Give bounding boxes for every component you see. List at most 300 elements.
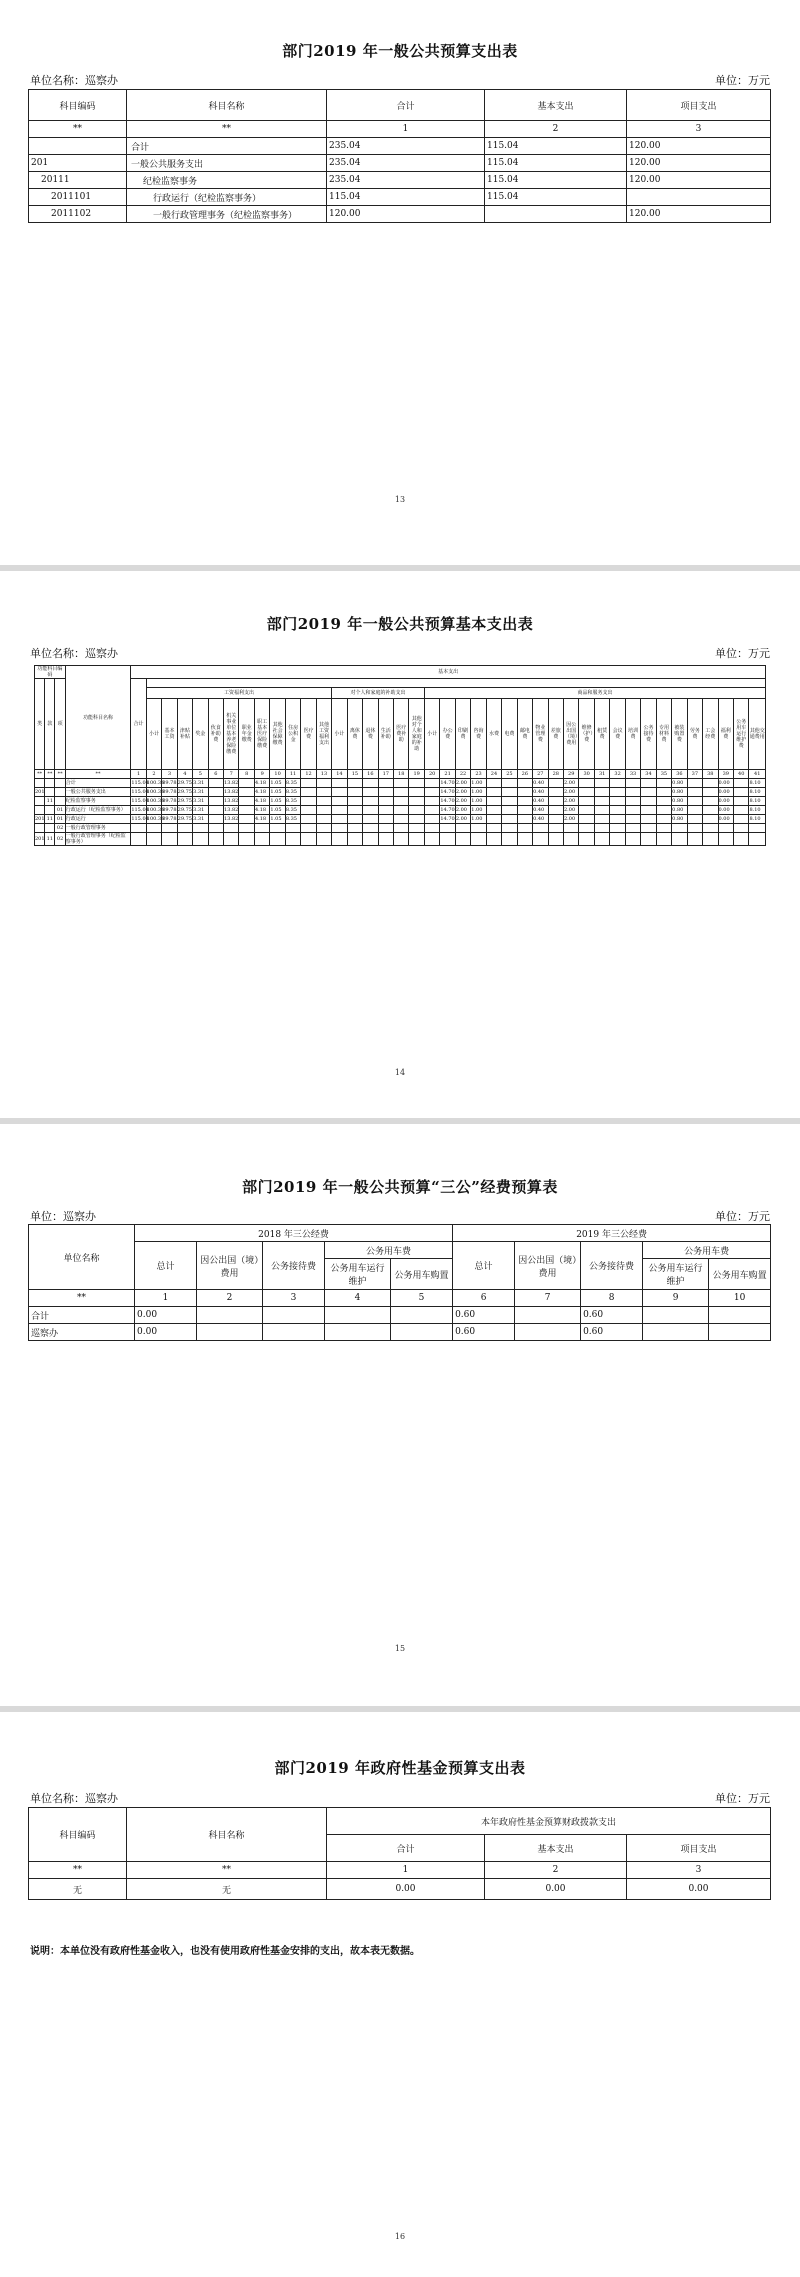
value-cell: [363, 806, 378, 815]
value-cell: [718, 833, 733, 846]
family-column-header: 退休费: [363, 699, 378, 770]
total-cell: 235.04: [327, 138, 485, 155]
index-cell: 10: [270, 770, 285, 779]
index-cell: 18: [394, 770, 409, 779]
value-cell: [548, 788, 563, 797]
value-cell: [316, 806, 331, 815]
value-cell: 0.60: [453, 1324, 515, 1341]
value-cell: [263, 1324, 325, 1341]
year-2018-header: 2018 年三公经费: [135, 1225, 453, 1242]
value-cell: 0.60: [581, 1307, 643, 1324]
value-cell: [672, 824, 687, 833]
reception-header: 公务接待费: [263, 1242, 325, 1290]
basic-expense-table: [34, 665, 766, 846]
index-cell: 6: [453, 1290, 515, 1307]
total-header: 合计: [327, 1835, 485, 1862]
value-cell: [316, 779, 331, 788]
table-row: [35, 788, 766, 797]
value-cell: 1.05: [270, 779, 285, 788]
value-cell: [625, 833, 640, 846]
value-cell: [625, 797, 640, 806]
salary-column-header: 职工基本医疗保险缴费: [254, 699, 269, 770]
value-cell: [548, 806, 563, 815]
value-cell: [208, 797, 223, 806]
value-cell: 8.10: [749, 797, 766, 806]
value-cell: [424, 806, 439, 815]
goods-services-header: 商品和服务支出: [424, 688, 765, 699]
value-cell: [656, 797, 671, 806]
value-cell: [625, 824, 640, 833]
table-row: [35, 833, 766, 846]
value-cell: [594, 815, 609, 824]
index-cell: 3: [627, 1862, 771, 1879]
value-cell: [301, 779, 316, 788]
value-cell: 3.31: [193, 788, 208, 797]
value-cell: 0.60: [453, 1307, 515, 1324]
value-cell: [687, 824, 702, 833]
value-cell: [594, 788, 609, 797]
value-cell: [579, 779, 594, 788]
index-cell: 4: [325, 1290, 391, 1307]
index-cell: 24: [486, 770, 501, 779]
page-title: 部门2019 年一般公共预算支出表: [282, 42, 518, 60]
value-cell: [548, 797, 563, 806]
value-cell: [332, 788, 347, 797]
value-cell: 39.78: [162, 789, 177, 795]
value-cell: [391, 1307, 453, 1324]
value-cell: [378, 833, 393, 846]
lei-cell: 201: [35, 816, 45, 822]
value-cell: 1.05: [270, 797, 285, 806]
value-cell: [239, 779, 254, 788]
value-cell: [394, 806, 409, 815]
value-cell: [347, 833, 362, 846]
value-cell: [197, 1307, 263, 1324]
value-cell: [610, 806, 625, 815]
value-cell: [325, 1307, 391, 1324]
index-cell: 7: [515, 1290, 581, 1307]
value-cell: 1.05: [270, 815, 285, 824]
value-cell: 8.10: [749, 815, 766, 824]
project-header: 项目支出: [627, 1835, 771, 1862]
header-cell: 科目名称: [127, 90, 327, 121]
page-number: 15: [394, 1644, 406, 1653]
salary-column-header: 机关事业单位基本养老保险缴费: [224, 699, 239, 770]
index-cell: 12: [301, 770, 316, 779]
value-cell: 0.80: [672, 779, 687, 788]
salary-column-header: 住房公积金: [285, 699, 300, 770]
value-cell: [594, 824, 609, 833]
index-cell: 16: [363, 770, 378, 779]
kuan-cell: [45, 779, 55, 788]
value-cell: [687, 833, 702, 846]
value-cell: 0.60: [581, 1324, 643, 1341]
value-cell: [208, 824, 223, 833]
value-cell: 29.75: [177, 780, 192, 786]
goods-column-header: 办公费: [440, 699, 455, 770]
name-cell: 一般公共服务支出: [127, 155, 327, 172]
value-cell: 4.18: [254, 788, 269, 797]
car-header: 公务用车费: [643, 1242, 771, 1259]
value-cell: [316, 797, 331, 806]
value-cell: [301, 833, 316, 846]
value-cell: [641, 824, 656, 833]
value-cell: 1.00: [471, 797, 486, 806]
index-cell: 23: [471, 770, 486, 779]
value-cell: 2.00: [455, 797, 470, 806]
index-cell: 6: [208, 770, 223, 779]
index-row: [35, 770, 766, 779]
value-cell: [363, 788, 378, 797]
value-cell: [641, 797, 656, 806]
value-cell: 0.00: [718, 797, 733, 806]
value-cell: [502, 797, 517, 806]
index-cell: 28: [548, 770, 563, 779]
value-cell: [625, 788, 640, 797]
value-cell: [703, 797, 718, 806]
value-cell: 39.78: [162, 816, 177, 822]
page-number: 13: [394, 495, 406, 504]
value-cell: [162, 824, 177, 833]
value-cell: [486, 806, 501, 815]
page-16: [0, 1712, 800, 2277]
value-cell: [502, 779, 517, 788]
name-cell: 纪检监察事务: [65, 797, 131, 806]
xiang-cell: 01: [56, 807, 64, 813]
basic-expense-header: 基本支出: [131, 666, 766, 679]
value-cell: [409, 824, 424, 833]
value-cell: [131, 824, 146, 833]
goods-column-header: 租赁费: [594, 699, 609, 770]
value-cell: [332, 833, 347, 846]
value-cell: [517, 788, 532, 797]
value-cell: 13.82: [224, 807, 239, 813]
goods-column-header: 劳务费: [687, 699, 702, 770]
value-cell: 115.04: [131, 789, 149, 795]
value-cell: [486, 797, 501, 806]
value-cell: [517, 806, 532, 815]
basic-cell: 115.04: [485, 138, 627, 155]
value-cell: 29.75: [177, 789, 192, 795]
value-cell: [224, 824, 239, 833]
value-cell: [502, 815, 517, 824]
index-cell: 9: [254, 770, 269, 779]
value-cell: [471, 833, 486, 846]
name-cell: 行政运行（纪检监察事务）: [127, 189, 327, 206]
family-column-header: 小计: [332, 699, 347, 770]
goods-column-header: 公务接待费: [641, 699, 656, 770]
value-cell: 1.00: [471, 815, 486, 824]
kuan-header: 款: [45, 679, 55, 770]
value-cell: [641, 833, 656, 846]
value-cell: [610, 788, 625, 797]
value-cell: [517, 833, 532, 846]
value-cell: [239, 833, 254, 846]
value-cell: [718, 824, 733, 833]
index-cell: 31: [594, 770, 609, 779]
index-cell: 37: [687, 770, 702, 779]
xiang-cell: [55, 797, 65, 806]
basic-cell: 115.04: [485, 189, 627, 206]
value-cell: 100.34: [146, 816, 165, 822]
value-cell: [486, 815, 501, 824]
value-cell: [703, 833, 718, 846]
value-cell: 14.70: [440, 816, 455, 822]
salary-column-header: 职业年金缴费: [239, 699, 254, 770]
value-cell: [594, 806, 609, 815]
value-cell: [687, 797, 702, 806]
goods-column-header: 印刷费: [455, 699, 470, 770]
value-cell: [197, 1324, 263, 1341]
xiang-cell: [55, 788, 65, 797]
value-cell: 3.31: [193, 779, 208, 788]
index-cell: 15: [347, 770, 362, 779]
name-cell: 一般公共服务支出: [65, 788, 131, 797]
value-cell: [301, 815, 316, 824]
lei-cell: [35, 806, 45, 815]
value-cell: 3.31: [193, 806, 208, 815]
header-cell: 基本支出: [485, 90, 627, 121]
index-row: [29, 121, 771, 138]
index-cell: 33: [625, 770, 640, 779]
value-cell: [455, 833, 470, 846]
value-cell: [378, 806, 393, 815]
table-row: [29, 155, 771, 172]
goods-column-header: 电费: [502, 699, 517, 770]
index-cell: 22: [455, 770, 470, 779]
value-cell: [471, 824, 486, 833]
value-cell: 100.34: [146, 798, 165, 804]
value-cell: [363, 797, 378, 806]
value-cell: [687, 779, 702, 788]
index-cell: 9: [643, 1290, 709, 1307]
index-cell: 8: [239, 770, 254, 779]
value-cell: [177, 824, 192, 833]
index-cell: 19: [409, 770, 424, 779]
index-cell: 40: [733, 770, 748, 779]
goods-column-header: 工会经费: [703, 699, 718, 770]
value-cell: 13.82: [224, 798, 239, 804]
value-cell: 8.35: [285, 788, 300, 797]
value-cell: 1.05: [270, 806, 285, 815]
index-cell: 8: [581, 1290, 643, 1307]
value-cell: [548, 815, 563, 824]
index-cell: 35: [656, 770, 671, 779]
value-cell: [409, 788, 424, 797]
car-header: 公务用车费: [325, 1242, 453, 1259]
goods-column-header: 福利费: [718, 699, 733, 770]
value-cell: [285, 833, 300, 846]
code-header: 科目编码: [29, 1808, 127, 1862]
goods-column-header: 公务用车运行维护费: [733, 699, 748, 770]
value-cell: [208, 806, 223, 815]
goods-column-header: 其他交通费用: [749, 699, 766, 770]
table-row: [35, 779, 766, 788]
value-cell: [285, 824, 300, 833]
index-cell: 38: [703, 770, 718, 779]
value-cell: [486, 779, 501, 788]
value-cell: 39.78: [162, 780, 177, 786]
project-cell: 120.00: [627, 155, 771, 172]
page-13: [0, 0, 800, 565]
car-buy-header: 公务用车购置: [391, 1259, 453, 1290]
value-cell: [239, 797, 254, 806]
value-cell: 13.82: [224, 789, 239, 795]
value-cell: 0.00: [718, 779, 733, 788]
value-cell: [263, 1307, 325, 1324]
abroad-header: 因公出国（境）费用: [197, 1242, 263, 1290]
gov-fund-expense-table: [28, 1807, 771, 1900]
kuan-cell: 11: [45, 833, 55, 846]
value-cell: 2.00: [455, 815, 470, 824]
unit-label: 单位：万元: [715, 1210, 770, 1223]
project-cell: 120.00: [627, 172, 771, 189]
value-cell: [610, 833, 625, 846]
value-cell: [594, 833, 609, 846]
value-cell: [347, 806, 362, 815]
value-cell: [733, 788, 748, 797]
value-cell: 13.82: [224, 816, 239, 822]
index-cell: 2: [146, 770, 161, 779]
name-cell: 一般行政管理事务（纪检监察事务）: [65, 833, 131, 846]
year-2019-header: 2019 年三公经费: [453, 1225, 771, 1242]
value-cell: [687, 806, 702, 815]
name-cell: 合计: [29, 1307, 135, 1324]
value-cell: [391, 1324, 453, 1341]
salary-column-header: 基本工资: [162, 699, 177, 770]
value-cell: [347, 779, 362, 788]
value-cell: [301, 824, 316, 833]
value-cell: 14.70: [440, 798, 455, 804]
value-cell: 1.00: [471, 806, 486, 815]
value-cell: [502, 824, 517, 833]
index-cell: 5: [391, 1290, 453, 1307]
value-cell: [394, 797, 409, 806]
value-cell: [709, 1324, 771, 1341]
value-cell: [409, 806, 424, 815]
table-row: [35, 815, 766, 824]
index-cell: **: [45, 770, 55, 779]
value-cell: 0.40: [533, 815, 548, 824]
value-cell: [656, 824, 671, 833]
value-cell: [641, 806, 656, 815]
value-cell: [208, 779, 223, 788]
lei-cell: [35, 797, 45, 806]
value-cell: [579, 824, 594, 833]
index-cell: 2: [197, 1290, 263, 1307]
value-cell: [643, 1307, 709, 1324]
header-cell: 合计: [327, 90, 485, 121]
value-cell: [254, 833, 269, 846]
value-cell: 3.31: [193, 815, 208, 824]
value-cell: [409, 815, 424, 824]
total-cell: 235.04: [327, 172, 485, 189]
index-cell: 7: [224, 770, 239, 779]
value-cell: 100.34: [146, 807, 165, 813]
value-cell: [733, 797, 748, 806]
value-cell: [409, 833, 424, 846]
lei-header: 类: [35, 679, 45, 770]
value-cell: 29.75: [177, 816, 192, 822]
name-cell: 纪检监察事务: [127, 172, 327, 189]
index-cell: 17: [378, 770, 393, 779]
value-cell: 14.70: [440, 789, 455, 795]
value-cell: 8.35: [285, 806, 300, 815]
header-cell: 项目支出: [627, 90, 771, 121]
unit-name-label: 单位名称：巡察办: [30, 74, 118, 87]
value-cell: [579, 806, 594, 815]
value-cell: [208, 833, 223, 846]
value-cell: [610, 797, 625, 806]
value-cell: [641, 779, 656, 788]
value-cell: [316, 824, 331, 833]
value-cell: [409, 797, 424, 806]
value-cell: [440, 824, 455, 833]
value-cell: [301, 806, 316, 815]
value-cell: 29.75: [177, 807, 192, 813]
value-cell: [424, 779, 439, 788]
index-cell: 32: [610, 770, 625, 779]
value-cell: [643, 1324, 709, 1341]
name-cell: 行政运行（纪检监察事务）: [65, 806, 131, 815]
total-cell: 235.04: [327, 155, 485, 172]
value-cell: [703, 788, 718, 797]
table-row: [35, 806, 766, 815]
code-cell: 201: [29, 155, 127, 172]
value-cell: [733, 824, 748, 833]
value-cell: [625, 815, 640, 824]
value-cell: [672, 833, 687, 846]
value-cell: 4.18: [254, 806, 269, 815]
value-cell: [517, 824, 532, 833]
value-cell: 2.00: [564, 788, 579, 797]
value-cell: 115.04: [131, 816, 149, 822]
value-cell: [146, 833, 161, 846]
total-header: 总计: [135, 1242, 197, 1290]
value-cell: [656, 815, 671, 824]
value-cell: [703, 815, 718, 824]
table-row: [29, 189, 771, 206]
value-cell: [656, 833, 671, 846]
index-cell: 21: [440, 770, 455, 779]
abroad-header: 因公出国（境）费用: [515, 1242, 581, 1290]
basic-header: 基本支出: [485, 1835, 627, 1862]
code-cell: [29, 138, 127, 155]
value-cell: [733, 815, 748, 824]
value-cell: 0.80: [672, 806, 687, 815]
car-run-header: 公务用车运行维护: [325, 1259, 391, 1290]
value-cell: [749, 824, 766, 833]
salary-column-header: 其他工资福利支出: [316, 699, 331, 770]
value-cell: 0.00: [718, 806, 733, 815]
value-cell: [733, 806, 748, 815]
value-cell: [301, 797, 316, 806]
value-cell: 0.40: [533, 788, 548, 797]
name-header: 科目名称: [127, 1808, 327, 1862]
value-cell: [332, 824, 347, 833]
value-cell: [332, 779, 347, 788]
index-cell: 20: [424, 770, 439, 779]
table-row: [29, 1879, 771, 1900]
value-cell: 1.00: [471, 779, 486, 788]
value-cell: [378, 824, 393, 833]
value-cell: [515, 1307, 581, 1324]
value-cell: [579, 797, 594, 806]
value-cell: [548, 824, 563, 833]
kuan-cell: [45, 788, 55, 797]
value-cell: [378, 797, 393, 806]
value-cell: 8.10: [749, 788, 766, 797]
